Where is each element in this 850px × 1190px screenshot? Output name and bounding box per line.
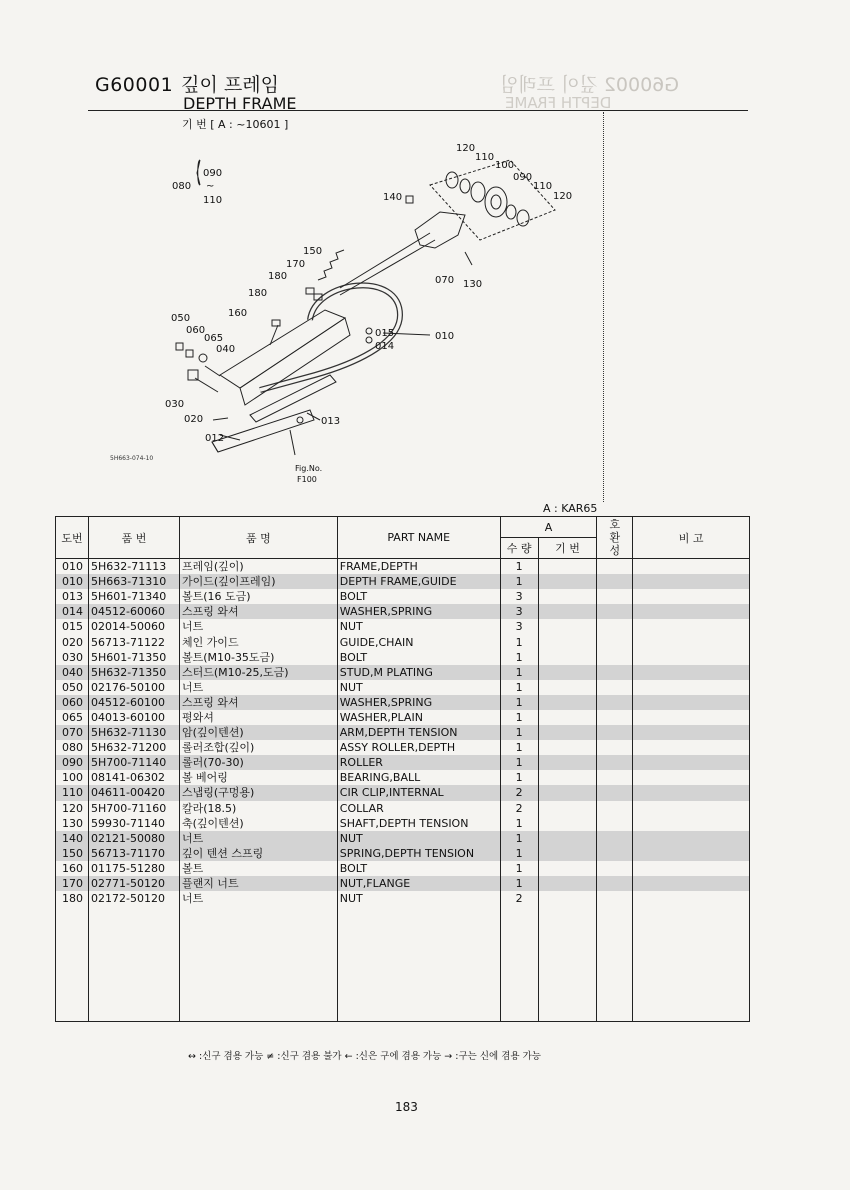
- cell-exchange: [597, 650, 633, 665]
- cell-ref-no: 110: [56, 785, 89, 800]
- diagram-ref: 5H663-074-10: [110, 455, 154, 462]
- col-header-part-no: 품 번: [88, 517, 179, 559]
- serial-range: 기 번 [ A : ~10601 ]: [182, 118, 289, 131]
- cell-remarks: [633, 710, 750, 725]
- table-row: [56, 846, 750, 861]
- col-header-part-name: PART NAME: [337, 517, 500, 559]
- cell-serial: [538, 740, 597, 755]
- cell-part-name: WASHER,PLAIN: [337, 710, 500, 725]
- cell-exchange: [597, 891, 633, 906]
- col-header-group-a: A: [500, 517, 597, 538]
- cell-part-name: BEARING,BALL: [337, 770, 500, 785]
- cell-part-number: 5H700-71160: [88, 801, 179, 816]
- cell-exchange: [597, 755, 633, 770]
- cell-ref-no: 060: [56, 695, 89, 710]
- callout-label: 090: [203, 168, 223, 179]
- cell-part-number: 5H700-71140: [88, 755, 179, 770]
- cell-serial: [538, 770, 597, 785]
- cell-ref-no: 160: [56, 861, 89, 876]
- cell-ref-no: 100: [56, 770, 89, 785]
- table-row: [56, 589, 750, 604]
- cell-exchange: [597, 559, 633, 575]
- cell-remarks: [633, 740, 750, 755]
- cell-part-name: COLLAR: [337, 801, 500, 816]
- cell-part-number: 5H632-71113: [88, 559, 179, 575]
- cell-name-kr: 체인 가이드: [179, 634, 337, 649]
- cell-qty: 1: [500, 846, 538, 861]
- cell-remarks: [633, 770, 750, 785]
- callout-label: 150: [303, 246, 323, 257]
- callout-label: 160: [228, 308, 248, 319]
- cell-name-kr: 프레임(깊이): [179, 559, 337, 575]
- callout-label: 110: [475, 152, 495, 163]
- cell-part-name: SHAFT,DEPTH TENSION: [337, 816, 500, 831]
- table-row: [56, 801, 750, 816]
- page-header: [95, 70, 297, 113]
- cell-qty: 1: [500, 559, 538, 575]
- cell-part-number: 5H632-71200: [88, 740, 179, 755]
- callout-label: 020: [184, 414, 204, 425]
- table-row: [56, 650, 750, 665]
- cell-part-name: WASHER,SPRING: [337, 604, 500, 619]
- cell-serial: [538, 680, 597, 695]
- cell-name-kr: 축(깊이텐션): [179, 816, 337, 831]
- cell-exchange: [597, 876, 633, 891]
- cell-remarks: [633, 846, 750, 861]
- cell-part-number: 04512-60100: [88, 695, 179, 710]
- empty-cell: [633, 906, 750, 1022]
- cell-exchange: [597, 725, 633, 740]
- cell-part-name: GUIDE,CHAIN: [337, 634, 500, 649]
- cell-serial: [538, 589, 597, 604]
- cell-part-name: NUT: [337, 891, 500, 906]
- callout-label: 065: [204, 333, 224, 344]
- cell-serial: [538, 665, 597, 680]
- table-row: [56, 876, 750, 891]
- cell-exchange: [597, 665, 633, 680]
- callout-label: 120: [456, 143, 476, 154]
- cell-exchange: [597, 816, 633, 831]
- table-row: [56, 816, 750, 831]
- cell-name-kr: 칼라(18.5): [179, 801, 337, 816]
- cell-name-kr: 볼트(M10-35도금): [179, 650, 337, 665]
- cell-exchange: [597, 740, 633, 755]
- cell-remarks: [633, 695, 750, 710]
- cell-serial: [538, 574, 597, 589]
- cell-serial: [538, 559, 597, 575]
- cell-serial: [538, 876, 597, 891]
- cell-part-name: ROLLER: [337, 755, 500, 770]
- col-header-name-kr: 품 명: [179, 517, 337, 559]
- table-row: [56, 770, 750, 785]
- callout-label: 070: [435, 275, 455, 286]
- cell-ref-no: 010: [56, 559, 89, 575]
- cell-name-kr: 플랜지 너트: [179, 876, 337, 891]
- cell-part-number: 5H601-71340: [88, 589, 179, 604]
- cell-name-kr: 스프링 와셔: [179, 695, 337, 710]
- cell-serial: [538, 831, 597, 846]
- callout-label: 110: [203, 195, 223, 206]
- cell-part-name: BOLT: [337, 861, 500, 876]
- cell-ref-no: 170: [56, 876, 89, 891]
- callout-label: 060: [186, 325, 206, 336]
- bleed-through-text: DEPTH FRAME: [505, 94, 612, 112]
- cell-ref-no: 015: [56, 619, 89, 634]
- cell-serial: [538, 801, 597, 816]
- cell-part-name: STUD,M PLATING: [337, 665, 500, 680]
- cell-name-kr: 볼트(16 도금): [179, 589, 337, 604]
- compatibility-legend: ↔ :신구 겸용 가능 ≠ :신구 겸용 불가 ← :신은 구에 겸용 가능 → :구는 신에 겸용 가능: [188, 1051, 541, 1062]
- table-row: [56, 559, 750, 575]
- empty-cell: [179, 906, 337, 1022]
- callout-label: 180: [268, 271, 288, 282]
- callout-label: 170: [286, 259, 306, 270]
- cell-serial: [538, 710, 597, 725]
- dotted-divider: [603, 112, 604, 502]
- cell-qty: 1: [500, 695, 538, 710]
- cell-qty: 1: [500, 831, 538, 846]
- cell-ref-no: 040: [56, 665, 89, 680]
- section-title-en: DEPTH FRAME: [183, 94, 297, 113]
- cell-name-kr: 가이드(깊이프레임): [179, 574, 337, 589]
- empty-cell: [56, 906, 89, 1022]
- header-rule: [88, 110, 748, 111]
- cell-exchange: [597, 634, 633, 649]
- cell-remarks: [633, 680, 750, 695]
- cell-name-kr: 스터드(M10-25,도금): [179, 665, 337, 680]
- cell-name-kr: 볼트: [179, 861, 337, 876]
- table-row: [56, 634, 750, 649]
- cell-exchange: [597, 695, 633, 710]
- callout-label: 030: [165, 399, 185, 410]
- cell-remarks: [633, 574, 750, 589]
- fig-number: F100: [297, 475, 317, 484]
- cell-name-kr: 너트: [179, 619, 337, 634]
- callout-group-label: 080: [172, 181, 192, 192]
- cell-qty: 3: [500, 604, 538, 619]
- cell-qty: 1: [500, 876, 538, 891]
- cell-qty: 1: [500, 634, 538, 649]
- cell-serial: [538, 619, 597, 634]
- cell-qty: 2: [500, 891, 538, 906]
- cell-serial: [538, 755, 597, 770]
- cell-exchange: [597, 831, 633, 846]
- cell-part-name: CIR CLIP,INTERNAL: [337, 785, 500, 800]
- cell-part-number: 04611-00420: [88, 785, 179, 800]
- callout-label: 180: [248, 288, 268, 299]
- cell-part-name: NUT: [337, 619, 500, 634]
- cell-part-name: SPRING,DEPTH TENSION: [337, 846, 500, 861]
- col-header-serial: 기 번: [538, 538, 597, 559]
- table-row: [56, 665, 750, 680]
- parts-table: [55, 516, 750, 1022]
- section-title-kr: 깊이 프레임: [181, 74, 279, 96]
- cell-serial: [538, 634, 597, 649]
- cell-qty: 1: [500, 861, 538, 876]
- cell-part-number: 01175-51280: [88, 861, 179, 876]
- cell-remarks: [633, 891, 750, 906]
- cell-name-kr: 너트: [179, 680, 337, 695]
- cell-ref-no: 020: [56, 634, 89, 649]
- page-number: 183: [395, 1100, 418, 1114]
- cell-ref-no: 130: [56, 816, 89, 831]
- cell-serial: [538, 785, 597, 800]
- cell-remarks: [633, 785, 750, 800]
- cell-qty: 1: [500, 816, 538, 831]
- table-filler-row: [56, 906, 750, 1022]
- cell-ref-no: 090: [56, 755, 89, 770]
- cell-part-number: 56713-71122: [88, 634, 179, 649]
- table-row: [56, 755, 750, 770]
- cell-ref-no: 080: [56, 740, 89, 755]
- cell-qty: 1: [500, 770, 538, 785]
- cell-name-kr: 깊이 텐션 스프링: [179, 846, 337, 861]
- empty-cell: [597, 906, 633, 1022]
- cell-qty: 1: [500, 650, 538, 665]
- callout-label: 130: [463, 279, 483, 290]
- cell-ref-no: 180: [56, 891, 89, 906]
- cell-name-kr: 너트: [179, 891, 337, 906]
- cell-exchange: [597, 846, 633, 861]
- cell-part-number: 5H632-71350: [88, 665, 179, 680]
- cell-name-kr: 스프링 와셔: [179, 604, 337, 619]
- cell-qty: 3: [500, 589, 538, 604]
- cell-part-number: 56713-71170: [88, 846, 179, 861]
- cell-name-kr: 너트: [179, 831, 337, 846]
- callout-label: 015: [375, 328, 395, 339]
- exploded-diagram: [100, 130, 600, 490]
- callout-label: 120: [553, 191, 573, 202]
- cell-ref-no: 013: [56, 589, 89, 604]
- cell-exchange: [597, 680, 633, 695]
- cell-remarks: [633, 876, 750, 891]
- cell-serial: [538, 725, 597, 740]
- col-header-exchange: [597, 517, 633, 559]
- cell-qty: 3: [500, 619, 538, 634]
- callout-label: 110: [533, 181, 553, 192]
- col-header-no: 도번: [56, 517, 89, 559]
- callout-label: 010: [435, 331, 455, 342]
- cell-ref-no: 140: [56, 831, 89, 846]
- callout-label: 140: [383, 192, 403, 203]
- empty-cell: [88, 906, 179, 1022]
- col-header-qty: 수 량: [500, 538, 538, 559]
- cell-remarks: [633, 801, 750, 816]
- cell-serial: [538, 816, 597, 831]
- table-row: [56, 710, 750, 725]
- cell-remarks: [633, 831, 750, 846]
- cell-exchange: [597, 619, 633, 634]
- cell-part-name: FRAME,DEPTH: [337, 559, 500, 575]
- callout-label: 013: [321, 416, 341, 427]
- cell-ref-no: 070: [56, 725, 89, 740]
- cell-ref-no: 010: [56, 574, 89, 589]
- cell-part-number: 04512-60060: [88, 604, 179, 619]
- table-row: [56, 831, 750, 846]
- cell-exchange: [597, 770, 633, 785]
- cell-part-name: NUT,FLANGE: [337, 876, 500, 891]
- cell-serial: [538, 650, 597, 665]
- table-row: [56, 785, 750, 800]
- empty-cell: [500, 906, 538, 1022]
- table-row: [56, 619, 750, 634]
- cell-ref-no: 050: [56, 680, 89, 695]
- cell-serial: [538, 604, 597, 619]
- callout-label: 012: [205, 433, 225, 444]
- cell-ref-no: 065: [56, 710, 89, 725]
- callout-label: 050: [171, 313, 191, 324]
- cell-part-number: 02121-50080: [88, 831, 179, 846]
- cell-name-kr: 롤러(70-30): [179, 755, 337, 770]
- cell-part-number: 5H632-71130: [88, 725, 179, 740]
- cell-part-name: BOLT: [337, 589, 500, 604]
- callout-label: ~: [206, 181, 215, 192]
- cell-remarks: [633, 725, 750, 740]
- cell-remarks: [633, 589, 750, 604]
- cell-remarks: [633, 619, 750, 634]
- callout-label: 040: [216, 344, 236, 355]
- cell-remarks: [633, 665, 750, 680]
- cell-qty: 1: [500, 680, 538, 695]
- cell-serial: [538, 695, 597, 710]
- cell-exchange: [597, 574, 633, 589]
- cell-ref-no: 120: [56, 801, 89, 816]
- cell-part-number: 02014-50060: [88, 619, 179, 634]
- cell-part-number: 5H663-71310: [88, 574, 179, 589]
- cell-qty: 2: [500, 785, 538, 800]
- cell-part-number: 5H601-71350: [88, 650, 179, 665]
- cell-name-kr: 암(깊이텐션): [179, 725, 337, 740]
- cell-exchange: [597, 710, 633, 725]
- cell-remarks: [633, 634, 750, 649]
- table-row: [56, 725, 750, 740]
- cell-qty: 1: [500, 725, 538, 740]
- cell-part-number: 04013-60100: [88, 710, 179, 725]
- empty-cell: [538, 906, 597, 1022]
- cell-qty: 2: [500, 801, 538, 816]
- cell-part-number: 59930-71140: [88, 816, 179, 831]
- cell-serial: [538, 846, 597, 861]
- cell-exchange: [597, 785, 633, 800]
- cell-part-number: 08141-06302: [88, 770, 179, 785]
- cell-serial: [538, 861, 597, 876]
- cell-name-kr: 스냅링(구멍용): [179, 785, 337, 800]
- cell-part-name: ARM,DEPTH TENSION: [337, 725, 500, 740]
- cell-ref-no: 150: [56, 846, 89, 861]
- col-header-remarks: 비 고: [633, 517, 750, 559]
- model-label: A : KAR65: [543, 502, 598, 515]
- section-code: G60001: [95, 74, 174, 96]
- cell-exchange: [597, 861, 633, 876]
- cell-part-name: WASHER,SPRING: [337, 695, 500, 710]
- cell-name-kr: 볼 베어링: [179, 770, 337, 785]
- callout-label: 090: [513, 172, 533, 183]
- table-row: [56, 740, 750, 755]
- table-row: [56, 680, 750, 695]
- cell-remarks: [633, 861, 750, 876]
- cell-part-name: DEPTH FRAME,GUIDE: [337, 574, 500, 589]
- cell-exchange: [597, 801, 633, 816]
- callout-label: 014: [375, 341, 395, 352]
- cell-name-kr: 평와셔: [179, 710, 337, 725]
- cell-ref-no: 014: [56, 604, 89, 619]
- cell-part-name: BOLT: [337, 650, 500, 665]
- table-row: [56, 891, 750, 906]
- fig-number-label: Fig.No.: [295, 464, 323, 473]
- table-row: [56, 574, 750, 589]
- table-row: [56, 695, 750, 710]
- cell-part-name: NUT: [337, 831, 500, 846]
- cell-qty: 1: [500, 755, 538, 770]
- cell-remarks: [633, 650, 750, 665]
- cell-qty: 1: [500, 740, 538, 755]
- cell-part-number: 02771-50120: [88, 876, 179, 891]
- cell-remarks: [633, 816, 750, 831]
- cell-remarks: [633, 604, 750, 619]
- cell-part-number: 02172-50120: [88, 891, 179, 906]
- cell-exchange: [597, 589, 633, 604]
- table-row: [56, 861, 750, 876]
- cell-name-kr: 롤러조합(깊이): [179, 740, 337, 755]
- cell-ref-no: 030: [56, 650, 89, 665]
- cell-part-name: NUT: [337, 680, 500, 695]
- cell-remarks: [633, 559, 750, 575]
- cell-remarks: [633, 755, 750, 770]
- cell-part-name: ASSY ROLLER,DEPTH: [337, 740, 500, 755]
- cell-qty: 1: [500, 710, 538, 725]
- cell-serial: [538, 891, 597, 906]
- empty-cell: [337, 906, 500, 1022]
- table-row: [56, 604, 750, 619]
- col-header-exchange-text: 호 환 성: [609, 518, 621, 557]
- cell-qty: 1: [500, 574, 538, 589]
- cell-qty: 1: [500, 665, 538, 680]
- callout-label: 100: [495, 160, 515, 171]
- cell-exchange: [597, 604, 633, 619]
- cell-part-number: 02176-50100: [88, 680, 179, 695]
- bleed-through-text: G60002 깊이 프레임: [500, 74, 680, 96]
